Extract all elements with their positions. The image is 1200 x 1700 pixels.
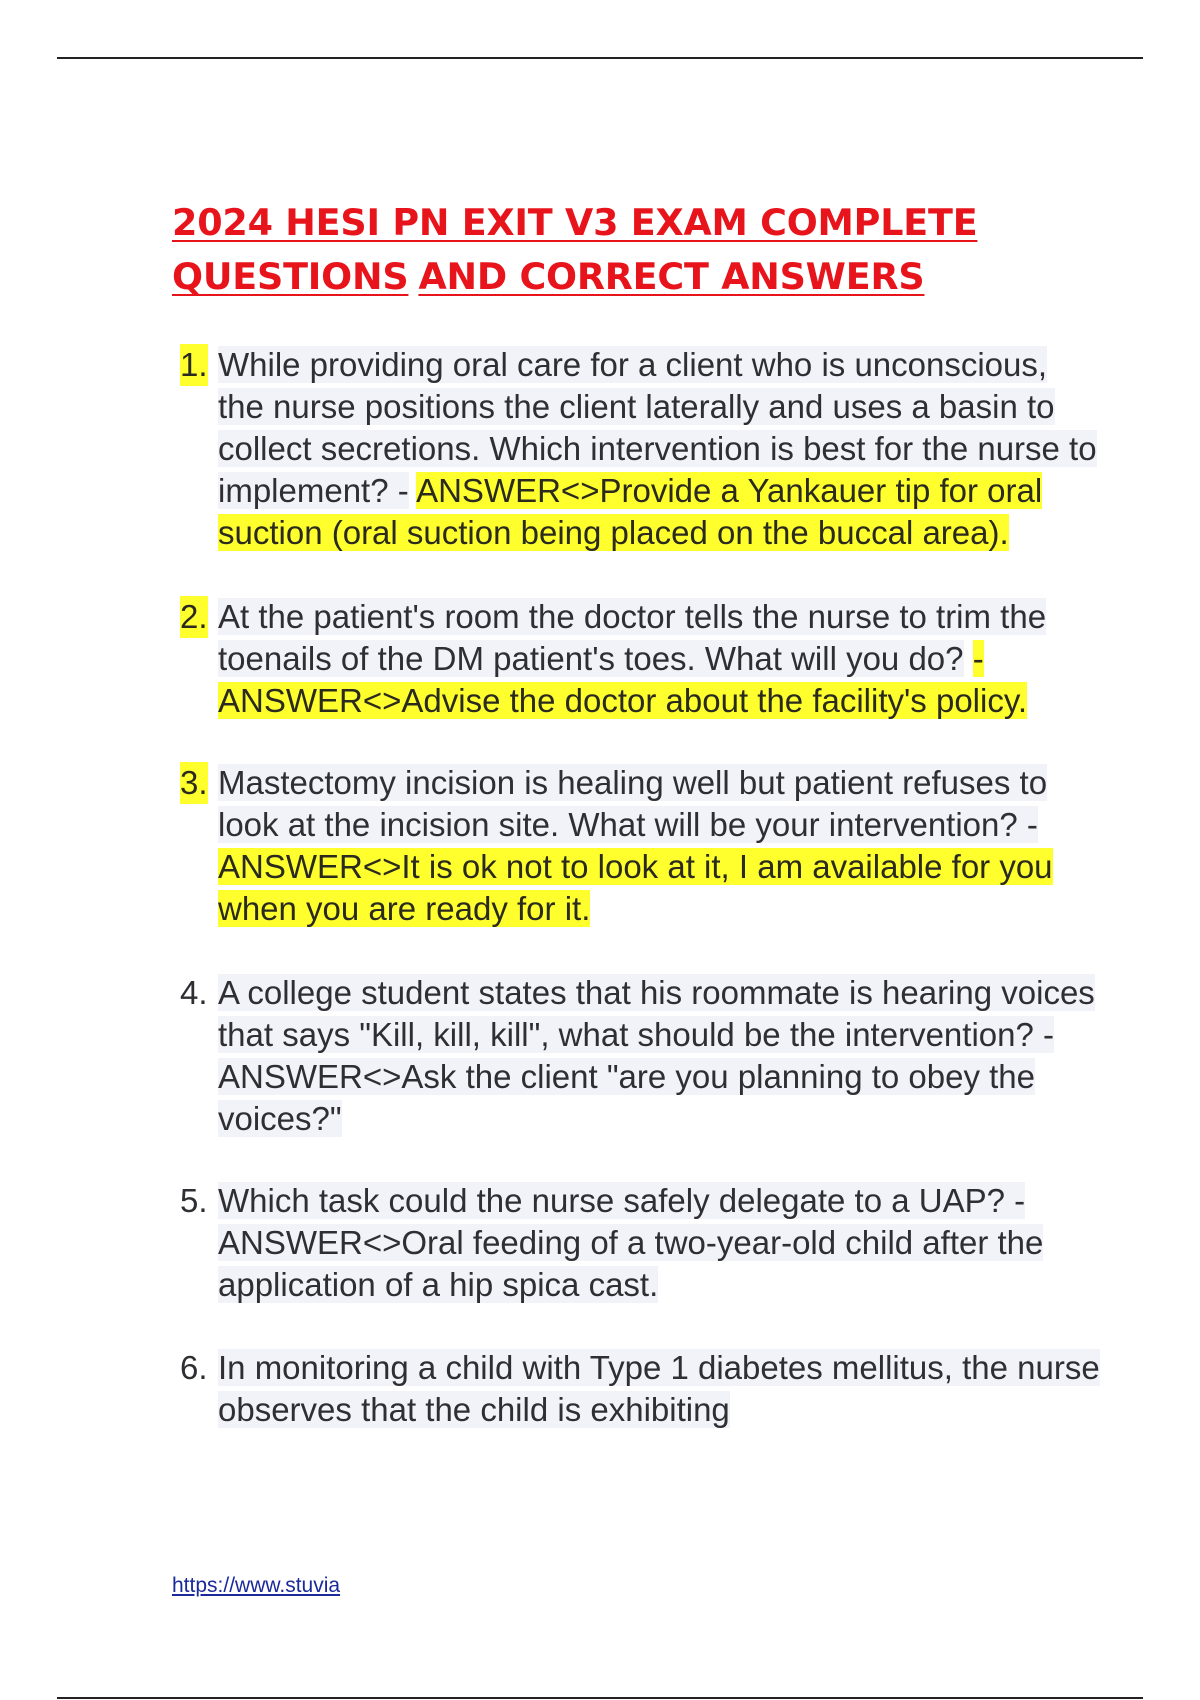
question-text: While providing oral care for a client who is unconscious, the nurse positions the client laterally and uses a basin to collect secretions. Which intervention is best for the nurse to implement? -: [218, 346, 1097, 509]
question-text: Mastectomy incision is healing well but patient refuses to look at the incision site. What will be your intervention? -: [218, 764, 1048, 843]
question-item-4: [180, 972, 1100, 1140]
question-item-3: [180, 762, 1100, 930]
question-item-6: [180, 1347, 1100, 1431]
question-item-2: [180, 596, 1100, 722]
title-line-1: 2024 HESI PN EXIT V3 EXAM COMPLETE: [172, 201, 978, 244]
source-link[interactable]: https://www.stuvia: [172, 1574, 341, 1597]
title-line-2b: AND CORRECT ANSWERS: [418, 255, 925, 298]
question-number: 1.: [180, 344, 208, 386]
answer-text: ANSWER<>Provide a Yankauer tip for oral suction (oral suction being placed on the buccal area).: [218, 472, 1043, 551]
question-number: 5.: [180, 1182, 208, 1219]
answer-text: ANSWER<>It is ok not to look at it, I am available for you when you are ready for it.: [218, 848, 1053, 927]
question-number: 3.: [180, 762, 208, 804]
question-number: 2.: [180, 596, 208, 638]
question-item-5: [180, 1180, 1100, 1306]
question-number: 6.: [180, 1349, 208, 1386]
answer-text: - ANSWER<>Advise the doctor about the facility's policy.: [218, 640, 1028, 719]
bottom-rule: [57, 1697, 1143, 1699]
page-title: [172, 196, 1072, 304]
question-text: Which task could the nurse safely delegate to a UAP? - ANSWER<>Oral feeding of a two-year-old child after the application of a hip spica cast.: [218, 1182, 1044, 1303]
top-rule: [57, 57, 1143, 59]
question-text: A college student states that his roommate is hearing voices that says "Kill, kill, kill", what should be the intervention? - ANSWER<>Ask the client "are you planning to obey the voices?": [218, 974, 1095, 1137]
question-text: At the patient's room the doctor tells the nurse to trim the toenails of the DM patient's toes. What will you do?: [218, 598, 1047, 677]
title-line-2a: QUESTIONS: [172, 255, 409, 298]
question-list: [180, 344, 1100, 1431]
question-number: 4.: [180, 974, 208, 1011]
question-text: In monitoring a child with Type 1 diabetes mellitus, the nurse observes that the child is exhibiting: [218, 1349, 1100, 1428]
question-item-1: [180, 344, 1100, 554]
